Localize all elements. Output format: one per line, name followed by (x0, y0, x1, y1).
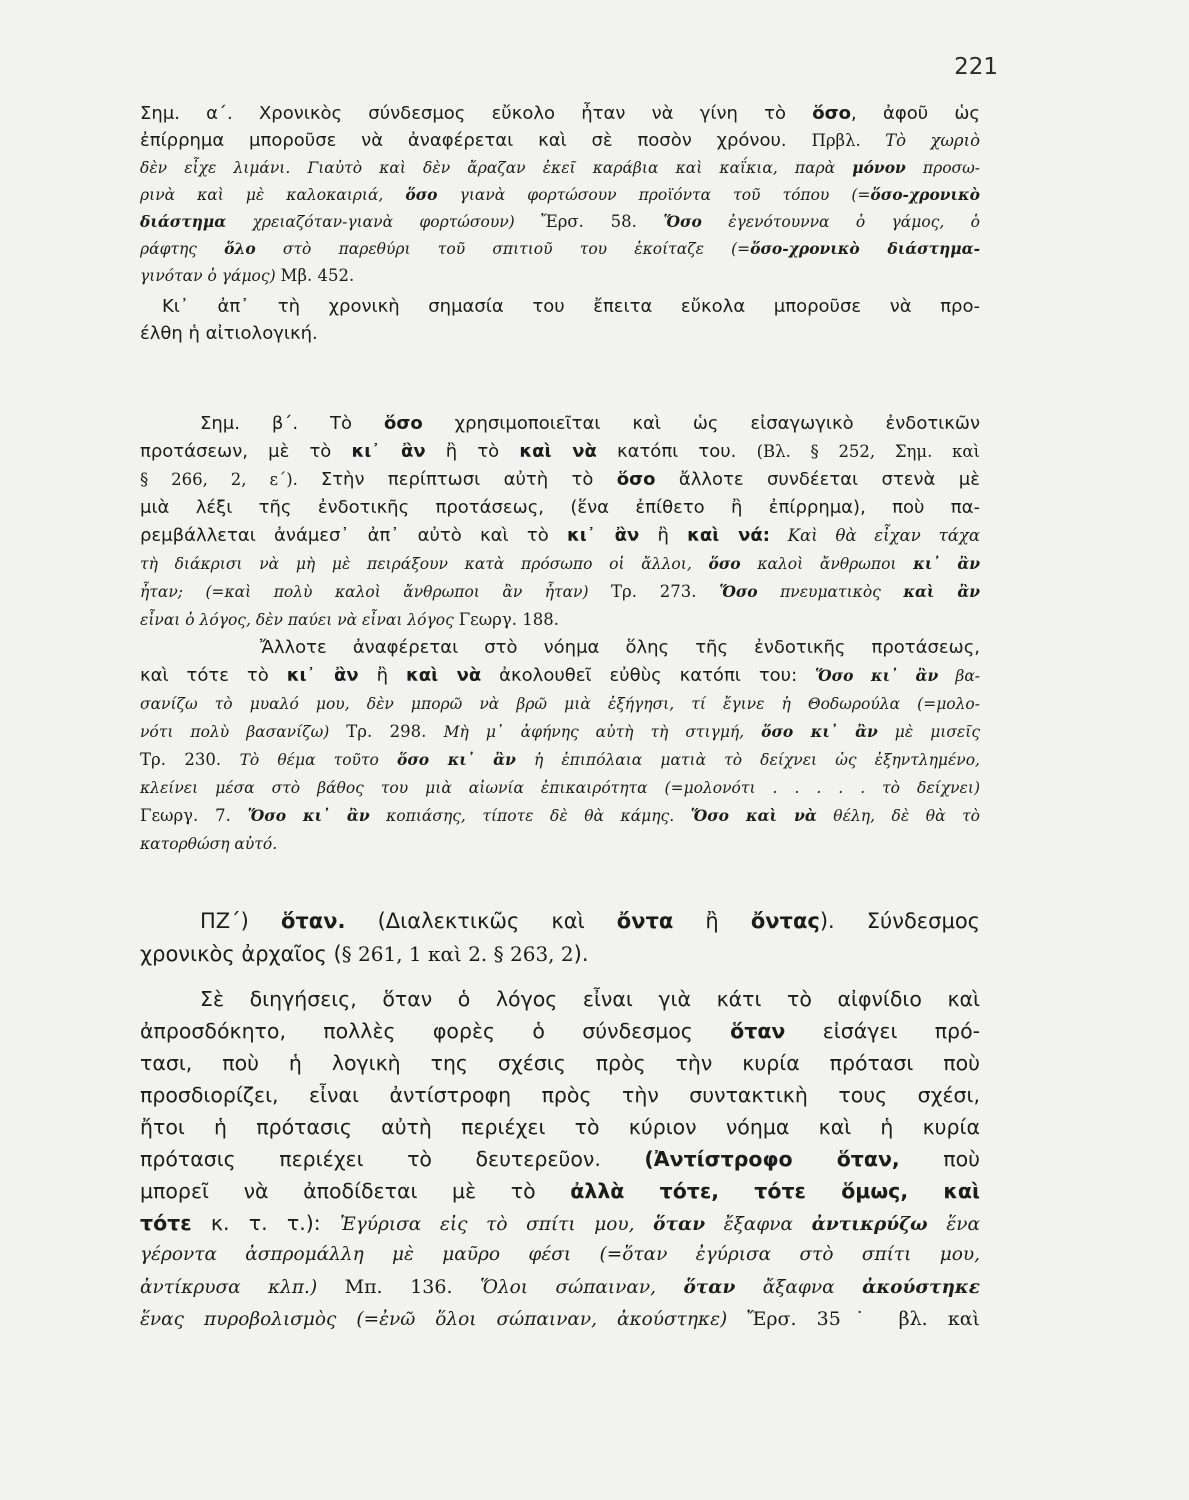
note-alpha-line-3: δὲν εἶχε λιμάνι. Γιαὐτὸ καὶ δὲν ἄραζαν ἐκεῖ καράβια καὶ καΐκια, παρὰ μόνον προσω- (140, 158, 981, 177)
note-beta-line-1: Σημ. β΄. Τὸ ὅσο χρησιμοποιεῖται καὶ ὡς εἰσαγωγικὸ ἐνδοτικῶν (200, 413, 980, 434)
note-beta-line-14: κλείνει μέσα στὸ βάθος του μιὰ αἰωνία ἐπικαιρότητα (=μολονότι . . . . . τὸ δείχνει) (140, 779, 980, 797)
page-number: 221 (954, 54, 998, 80)
note-beta-line-4: μιὰ λέξι τῆς ἐνδοτικῆς προτάσεως, (ἕνα ἐπίθετο ἢ ἐπίρρημα), ποὺ πα- (140, 497, 980, 518)
section-para-line-9: γέροντα ἀσπρομάλλη μὲ μαῦρο φέσι (=ὅταν ἐγύρισα στὸ σπίτι μου, (140, 1244, 980, 1265)
note-beta-line-11: σανίζω τὸ μυαλό μου, δὲν μπορῶ νὰ βρῶ μιὰ ἐξήγησι, τί ἔγινε ἡ Θοδωρούλα (=μολο- (140, 695, 980, 713)
section-para-line-10: ἀντίκρυσα κλπ.) Μπ. 136. Ὅλοι σώπαιναν, ὅταν ἄξαφνα ἀκούστηκε (140, 1276, 981, 1298)
note-beta-line-2: προτάσεων, μὲ τὸ κι᾿ ἂν ἢ τὸ καὶ νὰ κατόπι του. (Βλ. § 252, Σημ. καὶ (140, 441, 980, 462)
note-alpha-line-8: Κι᾿ ἀπ᾿ τὴ χρονικὴ σημασία του ἔπειτα εὔκολα μποροῦσε νὰ προ- (162, 296, 980, 317)
note-alpha-line-5: διάστημα χρειαζόταν-γιανὰ φορτώσουν) Ἔρσ. 58. Ὅσο ἐγενότουννα ὁ γάμος, ὁ (140, 212, 980, 231)
note-beta-line-16: κατορθώση αὐτό. (140, 835, 278, 853)
section-heading-line-2: χρονικὸς ἀρχαῖος (§ 261, 1 καὶ 2. § 263, 2). (140, 942, 589, 966)
note-alpha (140, 100, 980, 347)
section-heading-line-1: ΠΖ΄) ὅταν. (Διαλεκτικῶς καὶ ὄντα ἢ ὄντας). Σύνδεσμος (200, 909, 980, 933)
section-para-line-2: ἀπροσδόκητο, πολλὲς φορὲς ὁ σύνδεσμος ὅταν εἰσάγει πρό- (140, 1019, 981, 1043)
note-beta-line-3: § 266, 2, ε΄). Στὴν περίπτωσι αὐτὴ τὸ ὅσο ἄλλοτε συνδέεται στενὰ μὲ (140, 469, 980, 490)
note-alpha-line-6: ράφτης ὅλο στὸ παρεθύρι τοῦ σπιτιοῦ του ἐκοίταζε (=ὅσο-χρονικὸ διάστημα- (140, 239, 981, 258)
section-para-line-1: Σὲ διηγήσεις, ὅταν ὁ λόγος εἶναι γιὰ κάτι τὸ αἰφνίδιο καὶ (200, 987, 980, 1011)
note-beta-line-7: ἦταν; (=καὶ πολὺ καλοὶ ἄνθρωποι ἂν ἦταν) Τρ. 273. Ὅσο πνευματικὸς καὶ ἂν (140, 582, 981, 601)
note-alpha-line-1: Σημ. α΄. Χρονικὸς σύνδεσμος εὔκολο ἦταν νὰ γίνη τὸ ὅσο, ἀφοῦ ὡς (140, 103, 980, 124)
note-beta-line-5: ρεμβάλλεται ἀνάμεσ᾿ ἀπ᾿ αὐτὸ καὶ τὸ κι᾿ ἂν ἢ καὶ νά: Καὶ θὰ εἶχαν τάχα (140, 525, 980, 546)
section-para-line-5: ἤτοι ἡ πρότασις αὐτὴ περιέχει τὸ κύριον νόημα καὶ ἡ κυρία (140, 1115, 980, 1139)
section-para-line-11: ἕνας πυροβολισμὸς (=ἐνῶ ὅλοι σώπαιναν, ἀκούστηκε) Ἔρσ. 35˙ βλ. καὶ (140, 1308, 980, 1330)
note-beta-line-15: Γεωργ. 7. Ὅσο κι᾿ ἂν κοπιάσης, τίποτε δὲ θὰ κάμης. Ὅσο καὶ νὰ θέλη, δὲ θὰ τὸ (140, 806, 980, 825)
note-beta (140, 410, 980, 858)
note-beta-line-8: εἶναι ὁ λόγος, δὲν παύει νὰ εἶναι λόγος Γεωργ. 188. (140, 610, 559, 629)
note-beta-line-10: καὶ τότε τὸ κι᾿ ἂν ἢ καὶ νὰ ἀκολουθεῖ εὐθὺς κατόπι του: Ὅσο κι᾿ ἂν βα- (140, 665, 981, 686)
note-beta-line-6: τὴ διάκρισι νὰ μὴ μὲ πειράξουν κατὰ πρόσωπο οἱ ἄλλοι, ὅσο καλοὶ ἄνθρωποι κι᾿ ἂν (140, 554, 981, 573)
section-para-line-3: τασι, ποὺ ἡ λογικὴ της σχέσις πρὸς τὴν κυρία πρότασι ποὺ (140, 1051, 980, 1075)
note-alpha-line-7: γινόταν ὁ γάμος) Μβ. 452. (140, 266, 355, 285)
section-para-line-7: μπορεῖ νὰ ἀποδίδεται μὲ τὸ ἀλλὰ τότε, τότε ὅμως, καὶ (140, 1179, 980, 1203)
section-otan (140, 905, 980, 1335)
note-alpha-line-2: ἐπίρρημα μποροῦσε νὰ ἀναφέρεται καὶ σὲ ποσὸν χρόνου. Πρβλ. Τὸ χωριὸ (140, 130, 981, 151)
note-beta-line-12: νότι πολὺ βασανίζω) Τρ. 298. Μὴ μ᾿ ἀφήνης αὐτὴ τὴ στιγμή, ὅσο κι᾿ ἂν μὲ μισεῖς (140, 722, 981, 741)
note-alpha-line-9: έλθη ἡ αἰτιολογική. (140, 323, 318, 344)
section-para-line-8: τότε κ. τ. τ.): Ἐγύρισα εἰς τὸ σπίτι μου, ὅταν ἔξαφνα ἀντικρύζω ἕνα (140, 1211, 980, 1235)
section-para-line-6: πρότασις περιέχει τὸ δευτερεῦον. (Ἀντίστροφο ὅταν, ποὺ (140, 1147, 980, 1171)
note-alpha-line-4: ρινὰ καὶ μὲ καλοκαιριά, ὅσο γιανὰ φορτώσουν προϊόντα τοῦ τόπου (=ὅσο-χρονικὸ (140, 185, 981, 204)
section-para-line-4: προσδιορίζει, εἶναι ἀντίστροφη πρὸς τὴν συντακτικὴ τους σχέσι, (140, 1083, 980, 1107)
note-beta-line-13: Τρ. 230. Τὸ θέμα τοῦτο ὅσο κι᾿ ἂν ἡ ἐπιπόλαια ματιὰ τὸ δείχνει ὡς ἐξηντλημένο, (140, 750, 980, 769)
note-beta-line-9: Ἄλλοτε ἀναφέρεται στὸ νόημα ὅλης τῆς ἐνδοτικῆς προτάσεως, (260, 637, 980, 658)
